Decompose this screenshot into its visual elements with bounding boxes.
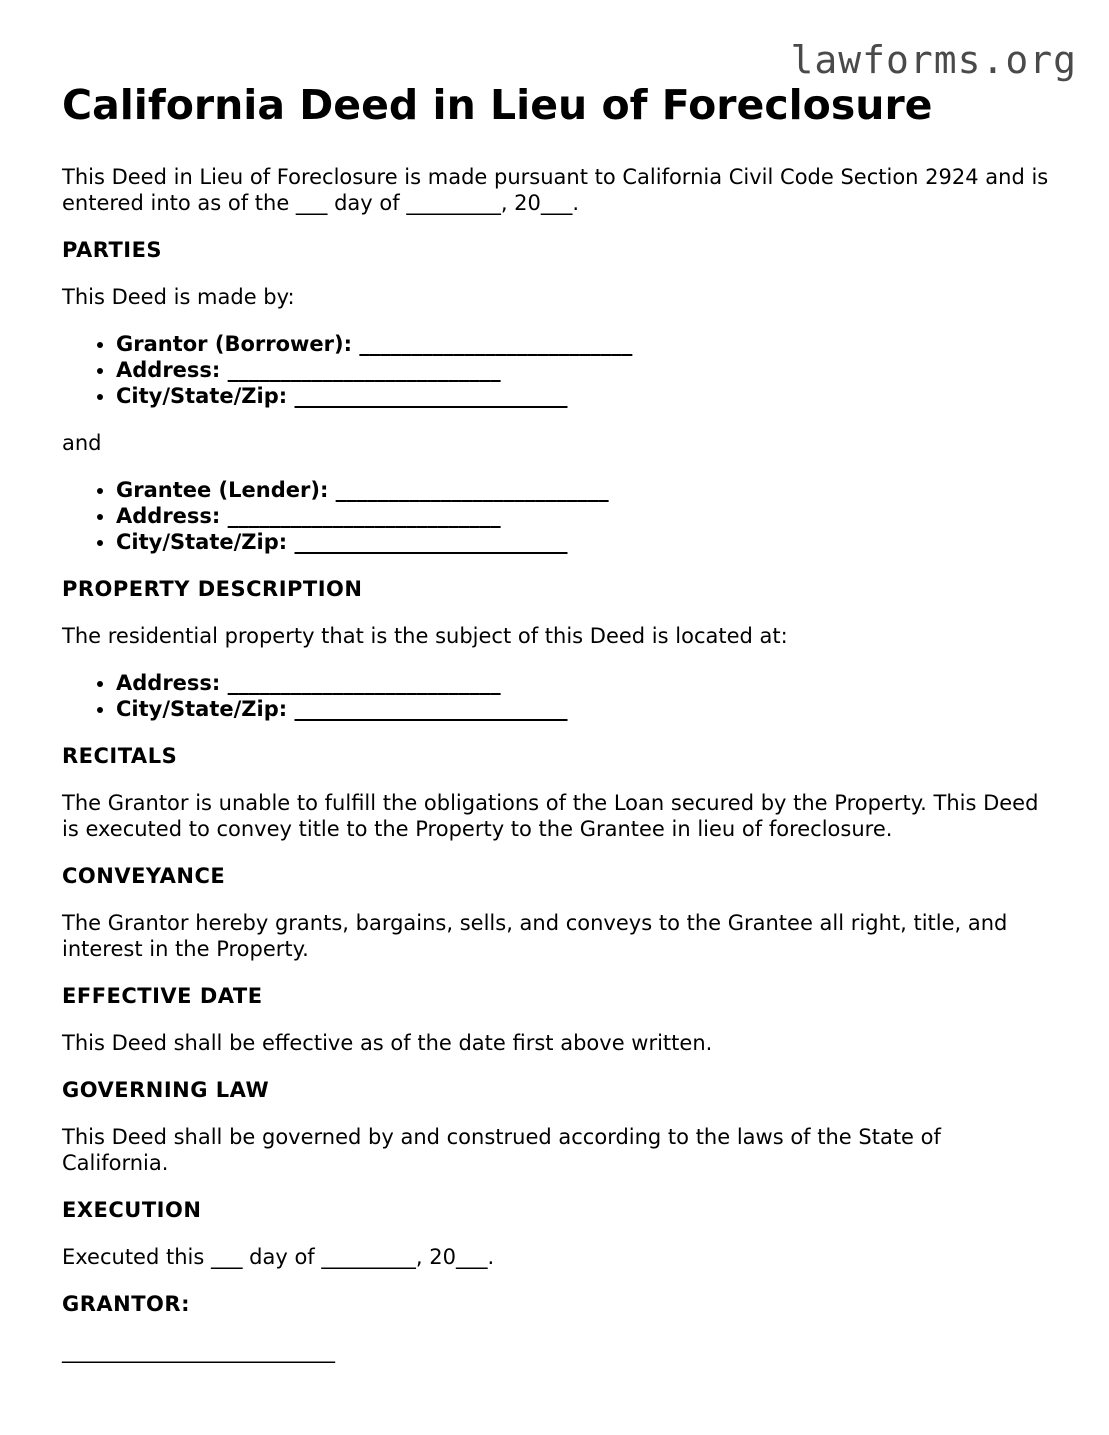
document-page	[62, 80, 1052, 1364]
grantor-signature-line: __________________________	[62, 1339, 335, 1363]
property-city-field: • City/State/Zip: __________________________	[116, 696, 1052, 722]
grantee-name-field: • Grantee (Lender): __________________________	[116, 477, 1052, 503]
grantor-signature-heading: GRANTOR:	[62, 1292, 190, 1316]
recitals-heading: RECITALS	[62, 744, 178, 768]
watermark: lawforms.org	[790, 38, 1077, 82]
governing-law-heading: GOVERNING LAW	[62, 1078, 270, 1102]
intro-paragraph: This Deed in Lieu of Foreclosure is made pursuant to California Civil Code Section 2924 and is entered into as of the ___ day of _________, 20___.	[62, 165, 1049, 215]
parties-and: and	[62, 431, 102, 455]
grantor-city-field: • City/State/Zip: __________________________	[116, 383, 1052, 409]
parties-heading: PARTIES	[62, 238, 163, 262]
property-heading: PROPERTY DESCRIPTION	[62, 577, 363, 601]
execution-text: Executed this ___ day of _________, 20___.	[62, 1245, 495, 1269]
conveyance-heading: CONVEYANCE	[62, 864, 226, 888]
effective-date-text: This Deed shall be effective as of the date first above written.	[62, 1031, 713, 1055]
grantee-address-field: • Address: __________________________	[116, 503, 1052, 529]
conveyance-text: The Grantor hereby grants, bargains, sells, and conveys to the Grantee all right, title, and interest in the Property.	[62, 911, 1008, 961]
effective-date-heading: EFFECTIVE DATE	[62, 984, 263, 1008]
property-text: The residential property that is the subject of this Deed is located at:	[62, 624, 788, 648]
grantor-fields-list	[62, 331, 1052, 409]
property-address-field: • Address: __________________________	[116, 670, 1052, 696]
parties-made-by: This Deed is made by:	[62, 285, 295, 309]
grantee-city-field: • City/State/Zip: __________________________	[116, 529, 1052, 555]
property-fields-list	[62, 670, 1052, 722]
grantor-name-field: • Grantor (Borrower): __________________________	[116, 331, 1052, 357]
recitals-text: The Grantor is unable to fulfill the obligations of the Loan secured by the Property. This Deed is executed to convey title to the Property to the Grantee in lieu of foreclosure.	[62, 791, 1039, 841]
grantor-address-field: • Address: __________________________	[116, 357, 1052, 383]
governing-law-text: This Deed shall be governed by and construed according to the laws of the State of California.	[62, 1125, 941, 1175]
grantee-fields-list	[62, 477, 1052, 555]
document-title: California Deed in Lieu of Foreclosure	[62, 81, 933, 129]
execution-heading: EXECUTION	[62, 1198, 202, 1222]
